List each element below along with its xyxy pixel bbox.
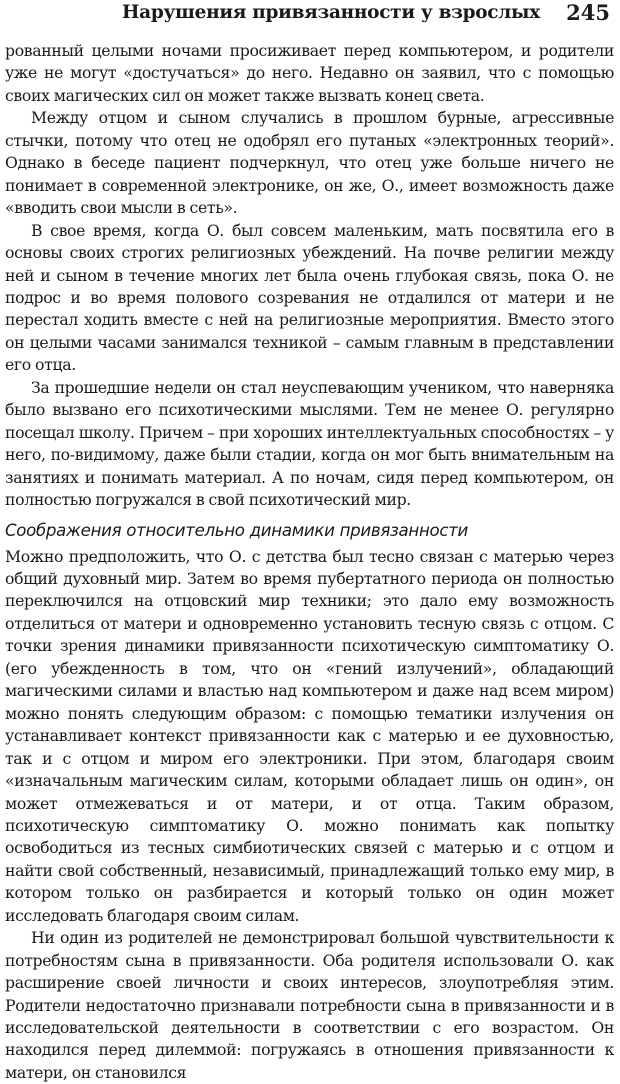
body-text (5, 40, 614, 1084)
page-number: 245 (566, 0, 610, 25)
paragraph: Между отцом и сыном случались в прошлом бурные, агрессивные стычки, потому что отец не одобрял его путаных «электронных теорий». Однако в беседе пациент подчеркнул, что отец уже больше ничего не понимает в современной электронике, он же, О., имеет возможность даже «вводить свои мысли в сеть». (5, 108, 614, 218)
paragraph: Можно предположить, что О. с детства был тесно связан с матерью через общий духовный мир. Затем во время пубертатного периода он полностью переключился на отцовский мир техники; это дало ему возможность отделиться от матери и одновременно установить тесную связь с отцом. С точки зрения динамики привязанности психотическую симптоматику О. (его убежденность в том, что он «гений излучений», обладающий магическими силами и властью над компьютером и даже над всем миром) можно понять следующим образом: с помощью тематики излучения он устанавливает контекст привязанности как с матерью и ее духовностью, так и с отцом и миром его электроники. При этом, благодаря своим «изначальным магическим силам, которыми обладает лишь он один», он может отмежеваться и от матери, и от отца. Таким образом, психотическую симптоматику О. можно понимать как попытку освободиться из тесных симбиотических связей с матерью и с отцом и найти свой собственный, независимый, принадлежащий только ему мир, в котором только он разбирается и который только он один может исследовать благодаря своим силам. (5, 546, 614, 925)
paragraph: Ни один из родителей не демонстрировал большой чувствительности к потребностям сына в привязанности. Оба родителя использовали О. как расширение своей личности и своих интересов, злоупотребляя этим. Родители недостаточно признавали потребности сына в привязанности и в исследовательской деятельности в соответствии с его возрастом. Он находился перед дилеммой: погружаясь в отношения привязанности к матери, он становился (5, 928, 614, 1082)
paragraph: За прошедшие недели он стал неуспевающим учеником, что наверняка было вызвано его психотическими мыслями. Тем не менее О. регулярно посещал школу. Причем – при хороших интеллектуальных способностях – у него, по-видимому, даже были стадии, когда он мог быть внимательным на занятиях и понимать материал. А по ночам, сидя перед компьютером, он полностью погружался в свой психотический мир. (5, 377, 614, 510)
running-header (5, 0, 614, 34)
paragraph: В свое время, когда О. был совсем маленьким, мать посвятила его в основы своих строгих религиозных убеждений. На почве религии между ней и сыном в течение многих лет была очень глубокая связь, пока О. не подрос и во время полового созревания не отдалился от матери и не перестал ходить вместе с ней на религиозные мероприятия. Вместо этого он целыми часами занимался техникой – самым главным в представлении его отца. (5, 220, 614, 375)
section-heading: Соображения относительно динамики привязанности (5, 520, 469, 540)
running-title: Нарушения привязанности у взрослых (122, 2, 540, 23)
paragraph-continued: рованный целыми ночами просиживает перед компьютером, и родители уже не могут «достучаться» до него. Недавно он заявил, что с помощью своих магических сил он может также вызвать конец света. (5, 41, 614, 105)
